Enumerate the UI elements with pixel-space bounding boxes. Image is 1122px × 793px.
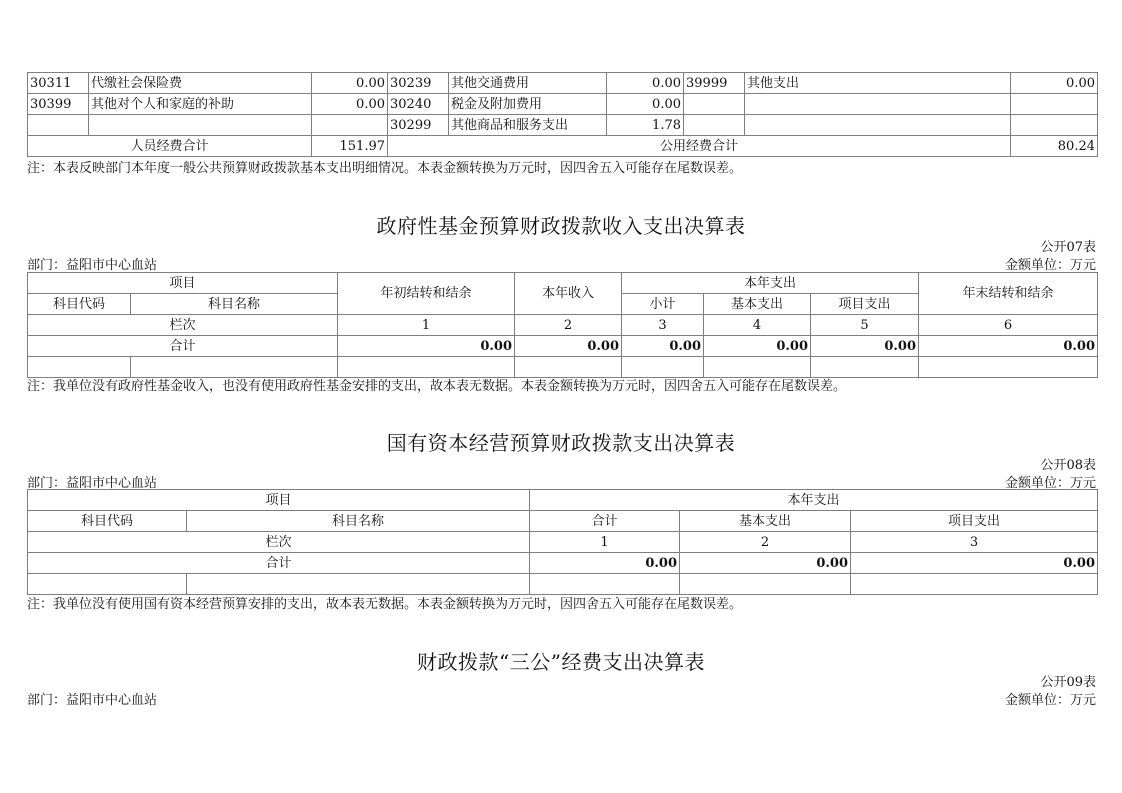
header-subtotal: 小计 xyxy=(622,294,704,315)
header-code: 科目代码 xyxy=(28,511,187,532)
amount xyxy=(1011,115,1098,136)
subject-code: 30239 xyxy=(388,73,449,94)
amount xyxy=(312,115,388,136)
header-name: 科目名称 xyxy=(131,294,338,315)
page-title: 政府性基金预算财政拨款收入支出决算表 xyxy=(376,214,746,238)
total-value: 0.00 xyxy=(530,553,680,574)
table-code: 公开07表 xyxy=(1040,240,1096,255)
amount: 0.00 xyxy=(312,94,388,115)
subject-name xyxy=(89,115,312,136)
unit-label: 金额单位：万元 xyxy=(1004,476,1096,491)
subject-name: 代缴社会保险费 xyxy=(89,73,312,94)
total-label: 合计 xyxy=(28,553,530,574)
header-item: 项目 xyxy=(28,273,338,294)
amount xyxy=(1011,94,1098,115)
header-row xyxy=(28,273,1098,294)
header-basic: 基本支出 xyxy=(680,511,851,532)
subject-name: 其他交通费用 xyxy=(449,73,607,94)
amount: 0.00 xyxy=(607,94,684,115)
column-index-row xyxy=(28,315,1098,336)
total-label: 合计 xyxy=(28,336,338,357)
subject-name xyxy=(745,94,1011,115)
amount: 0.00 xyxy=(1011,73,1098,94)
total-value: 0.00 xyxy=(811,336,919,357)
total-value: 0.00 xyxy=(680,553,851,574)
column-index-row xyxy=(28,532,1098,553)
table-code: 公开09表 xyxy=(1040,675,1096,690)
table-row xyxy=(28,115,1098,136)
unit-label: 金额单位：万元 xyxy=(1004,258,1096,273)
column-index: 2 xyxy=(680,532,851,553)
column-index: 5 xyxy=(811,315,919,336)
row-label: 栏次 xyxy=(28,532,530,553)
header-income: 本年收入 xyxy=(515,273,622,315)
column-index: 1 xyxy=(338,315,515,336)
personnel-total-label: 人员经费合计 xyxy=(28,136,312,157)
header-item: 项目 xyxy=(28,490,530,511)
column-index: 3 xyxy=(622,315,704,336)
table-row xyxy=(28,94,1098,115)
header-row xyxy=(28,490,1098,511)
header-expense: 本年支出 xyxy=(530,490,1098,511)
subject-name: 税金及附加费用 xyxy=(449,94,607,115)
subject-code: 30311 xyxy=(28,73,89,94)
subject-code xyxy=(28,115,89,136)
subject-code xyxy=(684,94,745,115)
total-value: 0.00 xyxy=(515,336,622,357)
subject-code xyxy=(684,115,745,136)
header-expense: 本年支出 xyxy=(622,273,919,294)
header-name: 科目名称 xyxy=(187,511,530,532)
page-title: 国有资本经营预算财政拨款支出决算表 xyxy=(386,431,736,455)
total-value: 0.00 xyxy=(338,336,515,357)
table-row xyxy=(28,73,1098,94)
header-project: 项目支出 xyxy=(851,511,1098,532)
header-end-balance: 年末结转和结余 xyxy=(919,273,1098,315)
department-label: 部门：益阳市中心血站 xyxy=(27,693,158,708)
header-code: 科目代码 xyxy=(28,294,131,315)
subject-name: 其他商品和服务支出 xyxy=(449,115,607,136)
subject-code: 30240 xyxy=(388,94,449,115)
amount: 0.00 xyxy=(312,73,388,94)
table-note: 注：我单位没有使用国有资本经营预算安排的支出，故本表无数据。本表金额转换为万元时，因四舍五入可能存在尾数误差。 xyxy=(27,597,743,612)
column-index: 6 xyxy=(919,315,1098,336)
total-value: 0.00 xyxy=(704,336,811,357)
header-row xyxy=(28,511,1098,532)
public-total-label: 公用经费合计 xyxy=(388,136,1011,157)
personnel-total-value: 151.97 xyxy=(312,136,388,157)
subject-code: 30299 xyxy=(388,115,449,136)
basic-expense-detail-table xyxy=(27,72,1098,157)
row-label: 栏次 xyxy=(28,315,338,336)
subject-name: 其他对个人和家庭的补助 xyxy=(89,94,312,115)
subject-name xyxy=(745,115,1011,136)
subject-code: 30399 xyxy=(28,94,89,115)
department-label: 部门：益阳市中心血站 xyxy=(27,476,158,491)
page-title: 财政拨款“三公”经费支出决算表 xyxy=(417,650,705,674)
subject-name: 其他支出 xyxy=(745,73,1011,94)
public-total-value: 80.24 xyxy=(1011,136,1098,157)
amount: 0.00 xyxy=(607,73,684,94)
table-code: 公开08表 xyxy=(1040,458,1096,473)
header-basic: 基本支出 xyxy=(704,294,811,315)
table-note: 注：本表反映部门本年度一般公共预算财政拨款基本支出明细情况。本表金额转换为万元时，因四舍五入可能存在尾数误差。 xyxy=(27,161,743,176)
column-index: 2 xyxy=(515,315,622,336)
gov-fund-table xyxy=(27,272,1098,378)
total-value: 0.00 xyxy=(851,553,1098,574)
column-index: 4 xyxy=(704,315,811,336)
header-project: 项目支出 xyxy=(811,294,919,315)
subject-code: 39999 xyxy=(684,73,745,94)
header-begin-balance: 年初结转和结余 xyxy=(338,273,515,315)
department-label: 部门：益阳市中心血站 xyxy=(27,258,158,273)
column-index: 1 xyxy=(530,532,680,553)
totals-row xyxy=(28,136,1098,157)
unit-label: 金额单位：万元 xyxy=(1004,693,1096,708)
state-capital-table xyxy=(27,489,1098,595)
total-row xyxy=(28,553,1098,574)
header-total: 合计 xyxy=(530,511,680,532)
column-index: 3 xyxy=(851,532,1098,553)
total-value: 0.00 xyxy=(622,336,704,357)
empty-row xyxy=(28,574,1098,595)
amount: 1.78 xyxy=(607,115,684,136)
table-note: 注：我单位没有政府性基金收入，也没有使用政府性基金安排的支出，故本表无数据。本表金额转换为万元时，因四舍五入可能存在尾数误差。 xyxy=(27,379,847,394)
total-value: 0.00 xyxy=(919,336,1098,357)
total-row xyxy=(28,336,1098,357)
